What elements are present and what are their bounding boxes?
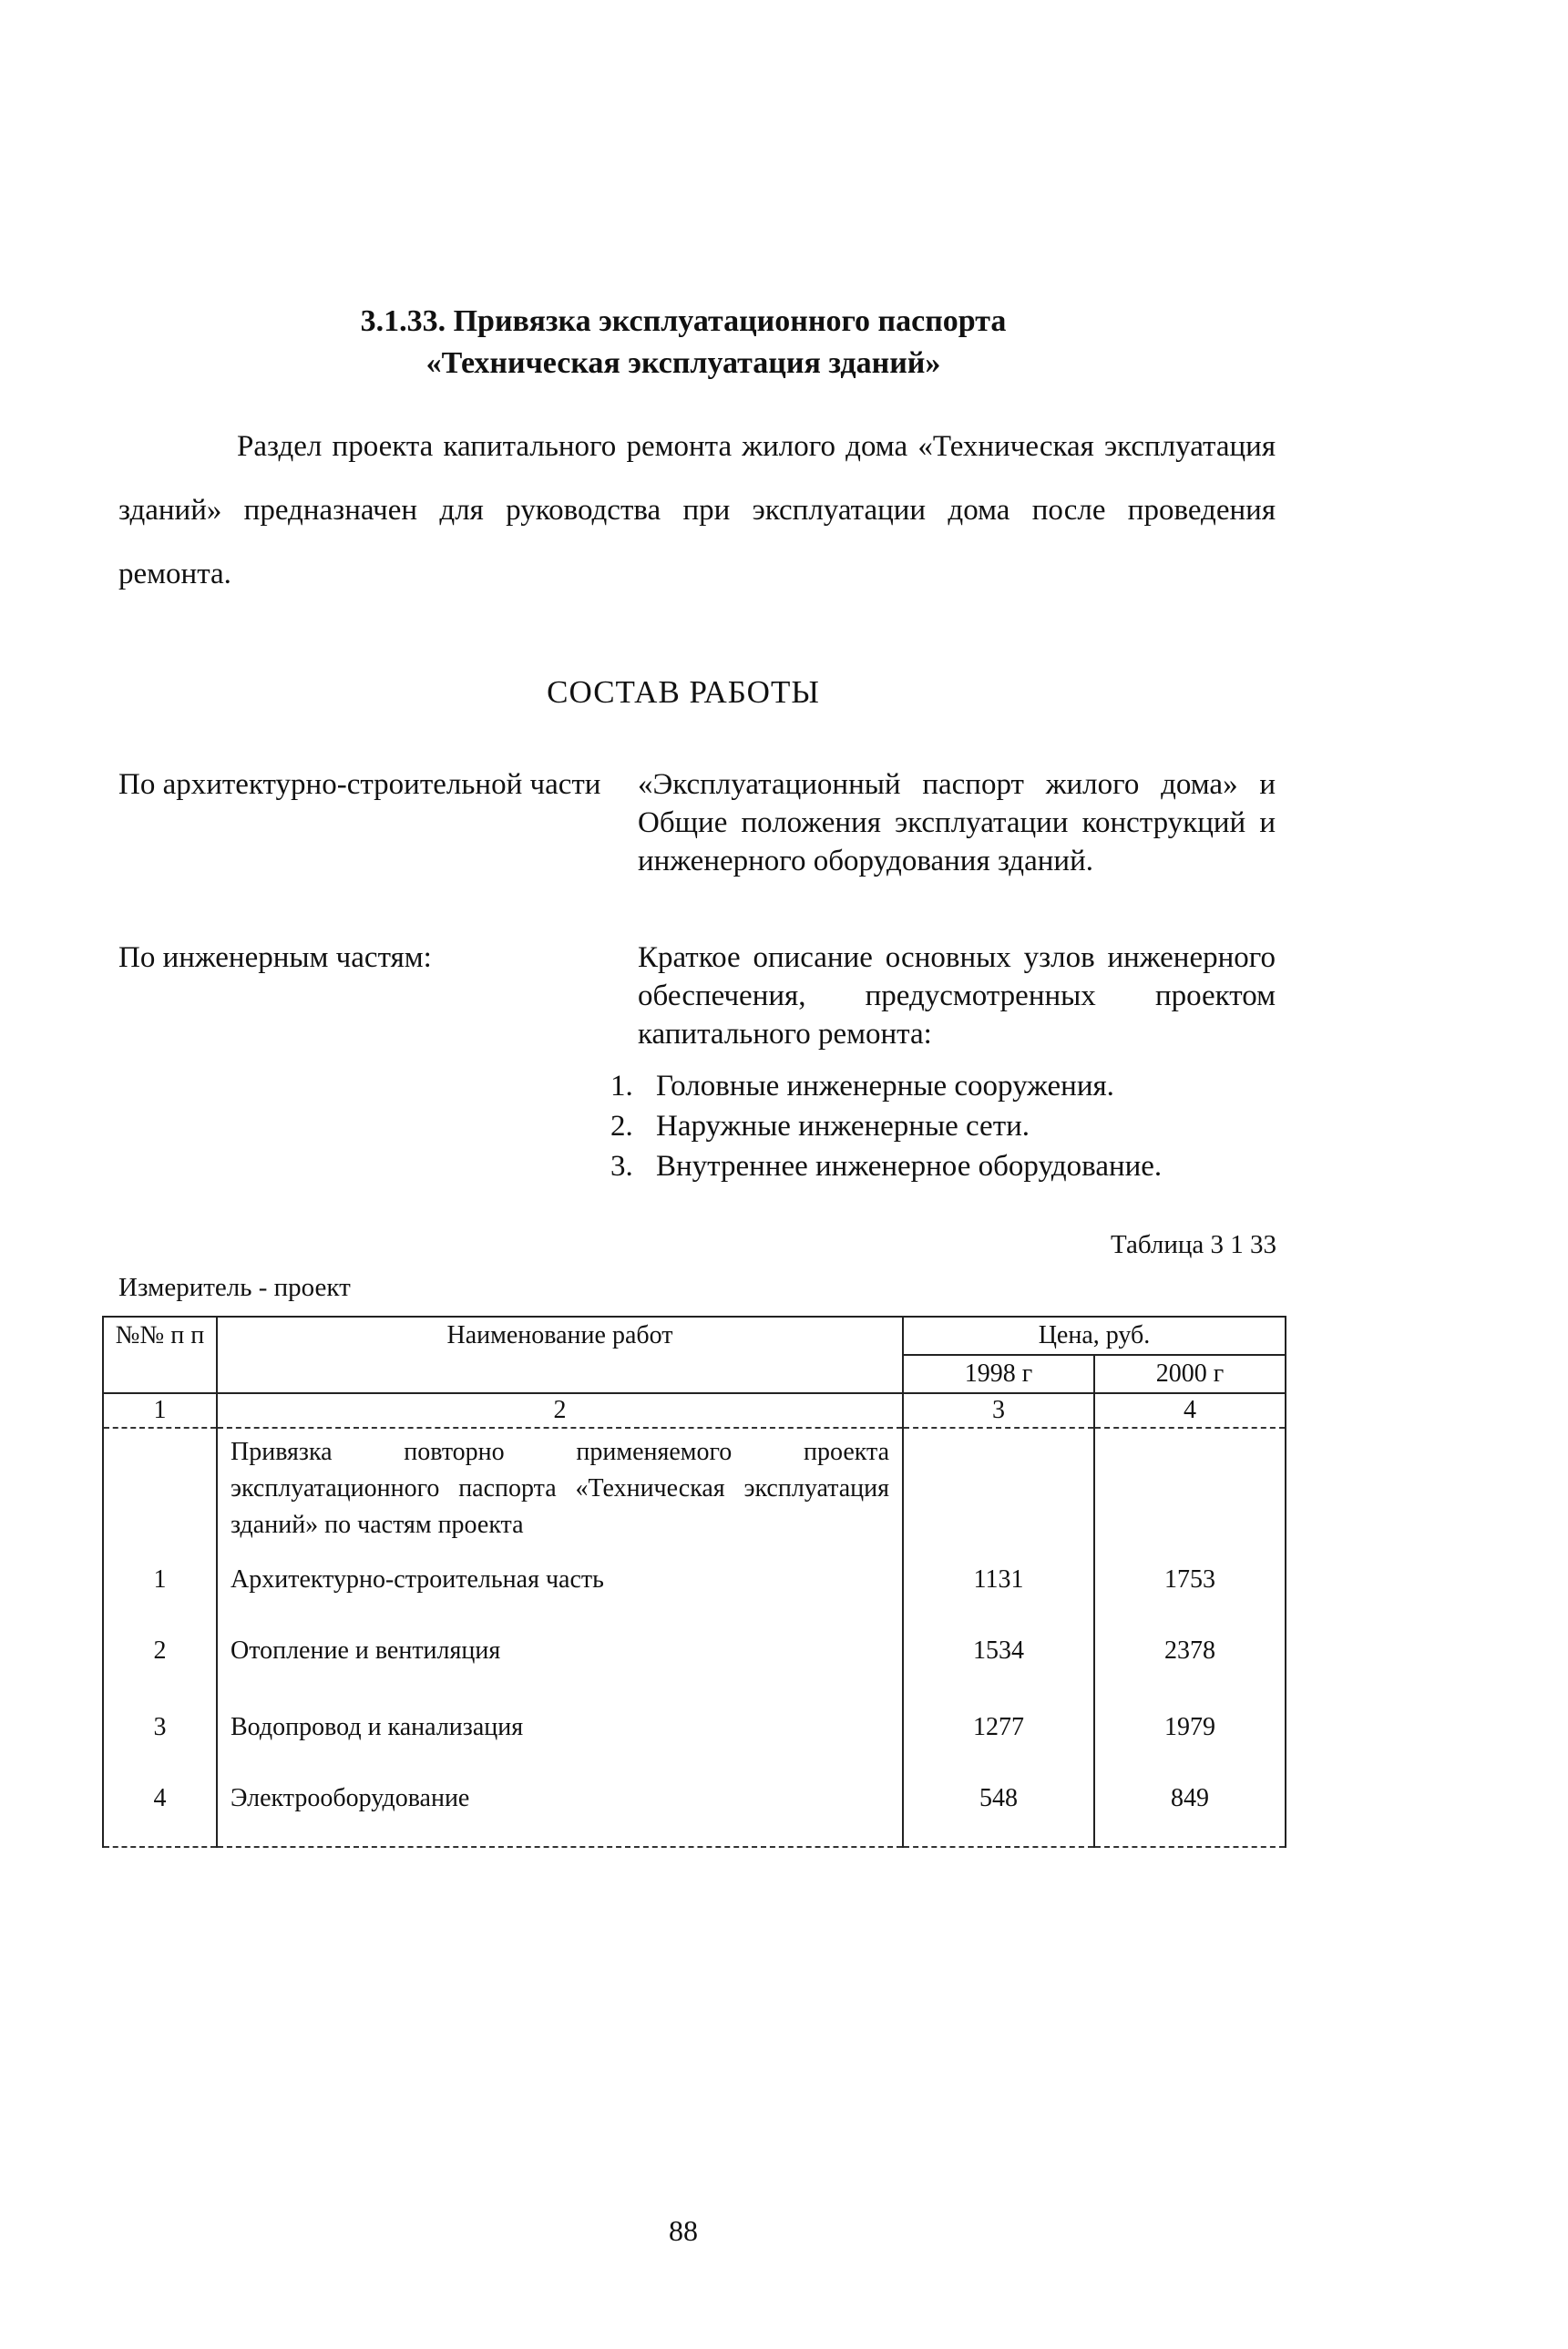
table-row: [103, 1784, 1286, 1847]
table-measure: Измеритель - проект: [118, 1273, 351, 1302]
row-price-1998: 1534: [903, 1636, 1094, 1713]
table-row: [103, 1713, 1286, 1784]
header-name: Наименование работ: [217, 1317, 903, 1393]
header-num: №№ п п: [103, 1317, 217, 1393]
section-heading-line2: «Техническая эксплуатация зданий»: [425, 346, 941, 380]
empty-cell: [903, 1428, 1094, 1565]
row-num: 3: [103, 1713, 217, 1784]
page-number: 88: [669, 2214, 698, 2247]
row-price-1998: 1131: [903, 1565, 1094, 1636]
empty-cell: [103, 1428, 217, 1565]
composition-title: СОСТАВ РАБОТЫ: [547, 674, 820, 710]
row-name: Архитектурно-строительная часть: [217, 1565, 903, 1636]
row-price-1998: 1277: [903, 1713, 1094, 1784]
list-item-text: Наружные инженерные сети.: [656, 1110, 1030, 1143]
row-price-2000: 1979: [1094, 1713, 1286, 1784]
composition-desc-arch: [638, 765, 1276, 880]
list-item-number: 3.: [610, 1150, 633, 1183]
list-item: [610, 1066, 1303, 1106]
table-index-row: [103, 1393, 1286, 1428]
list-item-number: 1.: [610, 1070, 633, 1103]
index-cell: 4: [1094, 1393, 1286, 1428]
index-cell: 3: [903, 1393, 1094, 1428]
table-row: [103, 1636, 1286, 1713]
list-item: [610, 1146, 1303, 1186]
row-price-2000: 1753: [1094, 1565, 1286, 1636]
row-name: Отопление и вентиляция: [217, 1636, 903, 1713]
empty-cell: [1094, 1428, 1286, 1565]
row-num: 4: [103, 1784, 217, 1847]
header-price: Цена, руб.: [903, 1317, 1286, 1355]
intro-text: Раздел проекта капитального ремонта жилого дома «Техническая эксплуатация зданий» предназначен для руководства при эксплуатации дома после проведения ремонта.: [118, 430, 1276, 590]
list-item: [610, 1106, 1303, 1146]
table-caption: Таблица 3 1 33: [1110, 1230, 1276, 1259]
engineering-list: [610, 1066, 1303, 1186]
composition-desc-arch-text: «Эксплуатационный паспорт жилого дома» и Общие положения эксплуатации конструкций и инженерного оборудования зданий.: [638, 768, 1276, 877]
index-cell: 1: [103, 1393, 217, 1428]
header-year-2000: 2000 г: [1094, 1355, 1286, 1393]
section-heading-line1: 3.1.33. Привязка эксплуатационного паспорта: [360, 304, 1007, 338]
intro-paragraph: [118, 415, 1276, 606]
composition-label-arch: По архитектурно-строительной части: [118, 768, 601, 801]
row-name: Водопровод и канализация: [217, 1713, 903, 1784]
composition-label-eng: По инженерным частям:: [118, 941, 432, 974]
section-heading: [0, 301, 1367, 385]
row-price-1998: 548: [903, 1784, 1094, 1847]
list-item-number: 2.: [610, 1110, 633, 1143]
list-item-text: Внутреннее инженерное оборудование.: [656, 1150, 1163, 1183]
index-cell: 2: [217, 1393, 903, 1428]
row-num: 2: [103, 1636, 217, 1713]
intro-row-text: Привязка повторно применяемого проекта эксплуатационного паспорта «Техническая эксплуатация зданий» по частям проекта: [217, 1428, 903, 1565]
header-year-1998: 1998 г: [903, 1355, 1094, 1393]
row-num: 1: [103, 1565, 217, 1636]
price-table: [102, 1316, 1286, 1848]
table-intro-row: [103, 1428, 1286, 1565]
table-row: [103, 1565, 1286, 1636]
row-price-2000: 2378: [1094, 1636, 1286, 1713]
composition-desc-eng-text: Краткое описание основных узлов инженерного обеспечения, предусмотренных проектом капитального ремонта:: [638, 941, 1276, 1051]
row-name: Электрооборудование: [217, 1784, 903, 1847]
list-item-text: Головные инженерные сооружения.: [656, 1070, 1114, 1103]
composition-desc-eng: [638, 939, 1276, 1053]
row-price-2000: 849: [1094, 1784, 1286, 1847]
